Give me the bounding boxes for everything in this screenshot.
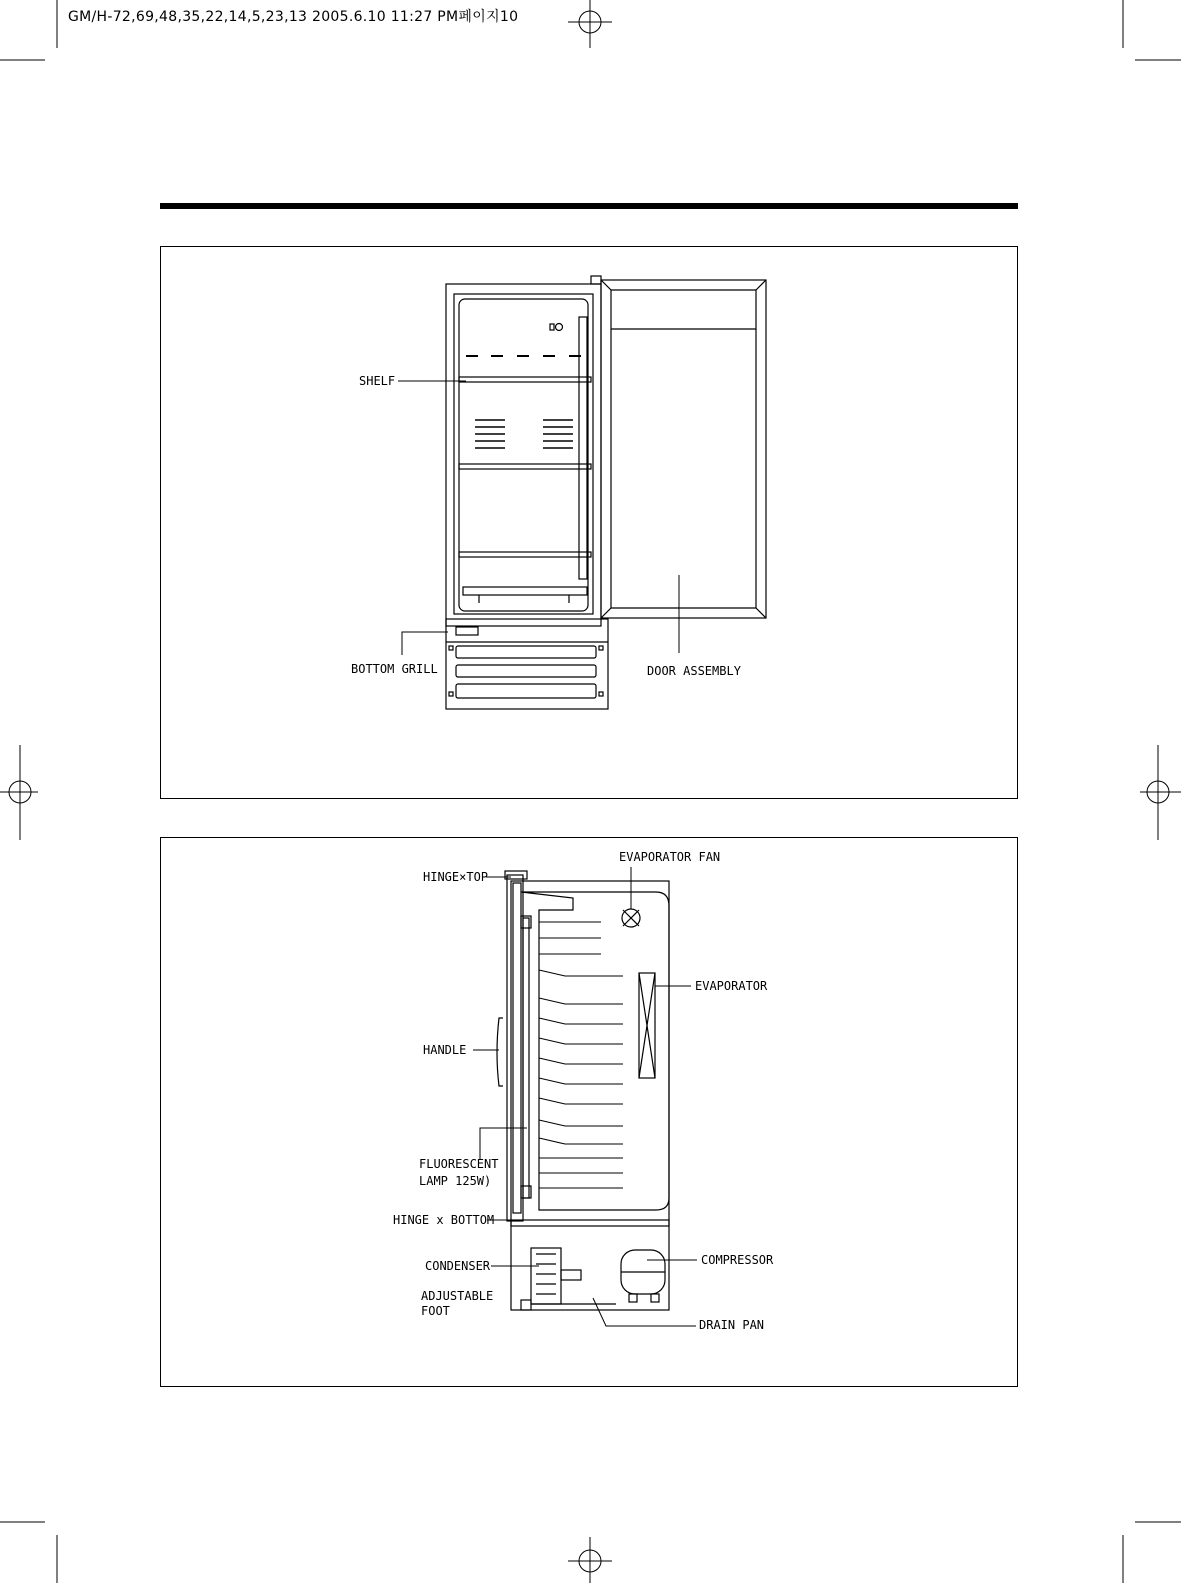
evaporator-fan	[622, 909, 640, 927]
shelf-label: SHELF	[359, 374, 396, 388]
fluorescent-lamp-label-1: FLUORESCENT	[419, 1157, 499, 1171]
bottom-grill-label: BOTTOM GRILL	[351, 662, 438, 676]
hinge-top-label: HINGE×TOP	[423, 870, 489, 884]
cabinet-outline	[446, 284, 601, 626]
evaporator-fan-label: EVAPORATOR FAN	[619, 850, 721, 864]
print-header: GM/H-72,69,48,35,22,14,5,23,13 2005.6.10 11:27 PM페이지10	[68, 9, 519, 25]
title-rule	[160, 203, 1018, 209]
cabinet-side	[511, 881, 669, 1226]
front-view-diagram	[161, 247, 1019, 800]
door-assembly	[601, 280, 766, 618]
handle-label: HANDLE	[423, 1043, 467, 1057]
adjustable-foot-label-2: FOOT	[421, 1304, 450, 1318]
front-view-panel	[160, 246, 1018, 799]
evaporator-label: EVAPORATOR	[695, 979, 768, 993]
adjustable-foot-label-1: ADJUSTABLE	[421, 1289, 494, 1303]
drain-pan-label: DRAIN PAN	[699, 1318, 765, 1332]
side-view-diagram	[161, 838, 1019, 1388]
door-assembly-label: DOOR ASSEMBLY	[647, 664, 741, 678]
handle	[497, 1018, 503, 1086]
bottom-grill	[446, 619, 608, 709]
shelf	[459, 377, 591, 557]
side-view-panel	[160, 837, 1018, 1387]
adjustable-foot	[521, 1300, 531, 1310]
compressor	[621, 1250, 665, 1302]
evaporator	[639, 973, 655, 1078]
compressor-label: COMPRESSOR	[701, 1253, 774, 1267]
condenser-label: CONDENSER	[425, 1259, 491, 1273]
fluorescent-lamp-label-2: LAMP 125W)	[419, 1174, 492, 1188]
hinge-bottom-label: HINGE x BOTTOM	[393, 1213, 495, 1227]
condenser	[531, 1248, 561, 1304]
